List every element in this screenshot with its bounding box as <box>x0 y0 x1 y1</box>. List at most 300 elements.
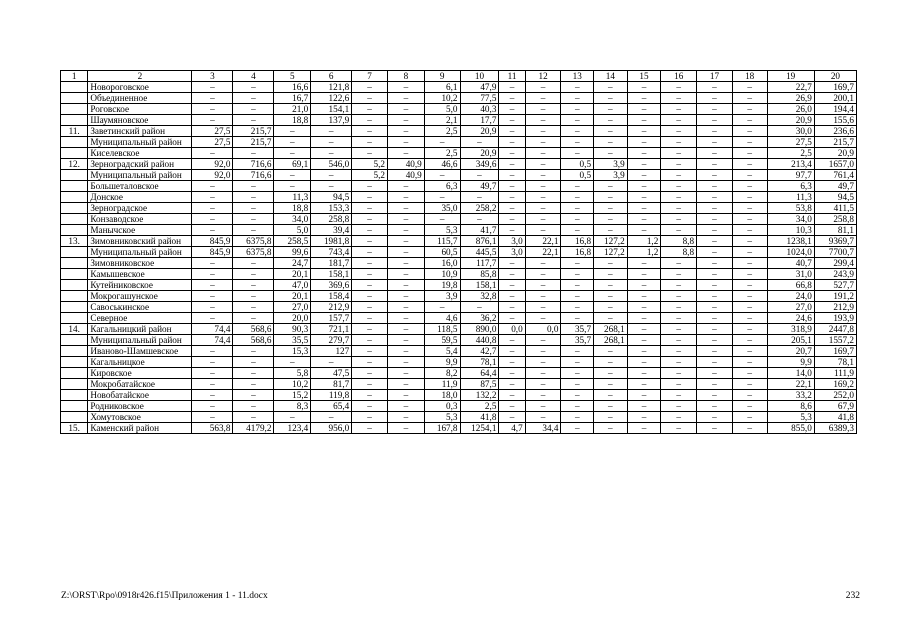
territory-name-cell: Зимовниковское <box>88 258 192 269</box>
value-cell: – <box>697 390 733 401</box>
value-cell: 6,3 <box>424 181 460 192</box>
value-cell: – <box>732 170 767 181</box>
territory-name-cell: Конзаводское <box>88 214 192 225</box>
value-cell: – <box>594 302 628 313</box>
value-cell: – <box>627 324 661 335</box>
value-cell: 15,3 <box>274 346 311 357</box>
value-cell: – <box>732 225 767 236</box>
value-cell: 563,8 <box>192 423 233 434</box>
value-cell: – <box>661 280 697 291</box>
value-cell: 568,6 <box>233 324 274 335</box>
value-cell: 24,7 <box>274 258 311 269</box>
value-cell: – <box>387 324 424 335</box>
value-cell: 17,7 <box>460 115 499 126</box>
value-cell: – <box>627 115 661 126</box>
value-cell: – <box>661 104 697 115</box>
value-cell: 94,5 <box>311 192 352 203</box>
value-cell: – <box>525 401 561 412</box>
table-row <box>61 192 857 203</box>
value-cell: – <box>525 379 561 390</box>
value-cell: 10,9 <box>424 269 460 280</box>
value-cell: – <box>311 357 352 368</box>
value-cell: – <box>661 269 697 280</box>
value-cell: 18,8 <box>274 203 311 214</box>
value-cell: – <box>352 258 388 269</box>
column-number-cell: 15 <box>627 71 661 82</box>
value-cell: – <box>594 412 628 423</box>
value-cell: 132,2 <box>460 390 499 401</box>
row-number-cell: 15. <box>61 423 88 434</box>
value-cell: – <box>192 313 233 324</box>
value-cell: – <box>525 390 561 401</box>
value-cell: 299,4 <box>814 258 856 269</box>
value-cell: – <box>627 93 661 104</box>
value-cell: 16,6 <box>274 82 311 93</box>
value-cell: – <box>661 214 697 225</box>
value-cell: – <box>561 93 594 104</box>
value-cell: – <box>627 291 661 302</box>
value-cell: – <box>233 412 274 423</box>
value-cell: – <box>594 269 628 280</box>
value-cell: – <box>387 401 424 412</box>
row-number-cell <box>61 313 88 324</box>
value-cell: 53,8 <box>767 203 814 214</box>
value-cell: – <box>424 302 460 313</box>
value-cell: – <box>233 379 274 390</box>
table-row <box>61 335 857 346</box>
row-number-cell <box>61 115 88 126</box>
value-cell: 78,1 <box>814 357 856 368</box>
value-cell: – <box>192 390 233 401</box>
value-cell: – <box>525 357 561 368</box>
value-cell: – <box>192 82 233 93</box>
value-cell: 16,0 <box>424 258 460 269</box>
value-cell: 24,0 <box>767 291 814 302</box>
value-cell: 169,7 <box>814 346 856 357</box>
row-number-cell <box>61 291 88 302</box>
value-cell: – <box>525 335 561 346</box>
value-cell: – <box>352 313 388 324</box>
value-cell: 2,5 <box>424 126 460 137</box>
value-cell: – <box>594 104 628 115</box>
value-cell: – <box>233 192 274 203</box>
value-cell: 6375,8 <box>233 247 274 258</box>
value-cell: – <box>697 115 733 126</box>
value-cell: – <box>499 412 525 423</box>
value-cell: – <box>561 313 594 324</box>
value-cell: – <box>661 225 697 236</box>
value-cell: 11,3 <box>274 192 311 203</box>
value-cell: – <box>561 214 594 225</box>
value-cell: – <box>387 225 424 236</box>
territory-name-cell: Кировское <box>88 368 192 379</box>
value-cell: – <box>192 357 233 368</box>
value-cell: 20,9 <box>767 115 814 126</box>
value-cell: 527,7 <box>814 280 856 291</box>
value-cell: – <box>192 203 233 214</box>
value-cell: 20,9 <box>460 148 499 159</box>
territory-name-cell: Муниципальный район <box>88 170 192 181</box>
value-cell: – <box>561 280 594 291</box>
value-cell: 9369,7 <box>814 236 856 247</box>
row-number-cell <box>61 269 88 280</box>
value-cell: – <box>594 137 628 148</box>
territory-name-cell: Донское <box>88 192 192 203</box>
value-cell: – <box>192 93 233 104</box>
value-cell: – <box>352 379 388 390</box>
value-cell: – <box>661 368 697 379</box>
value-cell: – <box>233 181 274 192</box>
value-cell: – <box>594 291 628 302</box>
column-number-cell: 13 <box>561 71 594 82</box>
value-cell: 74,4 <box>192 324 233 335</box>
value-cell: 47,5 <box>311 368 352 379</box>
value-cell: – <box>627 390 661 401</box>
value-cell: 81,1 <box>814 225 856 236</box>
value-cell: – <box>499 291 525 302</box>
value-cell: – <box>525 192 561 203</box>
value-cell: – <box>192 280 233 291</box>
value-cell: – <box>525 302 561 313</box>
territory-name-cell: Новороговское <box>88 82 192 93</box>
value-cell: 1657,0 <box>814 159 856 170</box>
value-cell: – <box>460 170 499 181</box>
value-cell: – <box>627 137 661 148</box>
value-cell: 20,1 <box>274 269 311 280</box>
territory-name-cell: Объединенное <box>88 93 192 104</box>
table-row <box>61 148 857 159</box>
row-number-cell <box>61 401 88 412</box>
value-cell: – <box>233 82 274 93</box>
value-cell: – <box>697 236 733 247</box>
value-cell: 411,5 <box>814 203 856 214</box>
value-cell: 5,8 <box>274 368 311 379</box>
territory-name-cell: Иваново-Шамшевское <box>88 346 192 357</box>
value-cell: 137,9 <box>311 115 352 126</box>
value-cell: 117,7 <box>460 258 499 269</box>
value-cell: – <box>594 390 628 401</box>
value-cell: 3,9 <box>594 170 628 181</box>
value-cell: – <box>499 390 525 401</box>
table-row <box>61 346 857 357</box>
value-cell: – <box>627 313 661 324</box>
value-cell: 215,7 <box>814 137 856 148</box>
value-cell: – <box>732 236 767 247</box>
column-number-cell: 3 <box>192 71 233 82</box>
value-cell: – <box>732 104 767 115</box>
value-cell: 193,9 <box>814 313 856 324</box>
value-cell: – <box>661 258 697 269</box>
value-cell: – <box>627 280 661 291</box>
row-number-cell <box>61 214 88 225</box>
value-cell: – <box>352 368 388 379</box>
value-cell: 743,4 <box>311 247 352 258</box>
table-row <box>61 203 857 214</box>
value-cell: 4179,2 <box>233 423 274 434</box>
value-cell: 5,3 <box>424 225 460 236</box>
value-cell: – <box>697 214 733 225</box>
column-number-cell: 8 <box>387 71 424 82</box>
table-row <box>61 126 857 137</box>
value-cell: – <box>697 104 733 115</box>
value-cell: – <box>594 93 628 104</box>
value-cell: – <box>525 170 561 181</box>
value-cell: – <box>387 368 424 379</box>
value-cell: – <box>192 368 233 379</box>
value-cell: 14,0 <box>767 368 814 379</box>
value-cell: 8,2 <box>424 368 460 379</box>
row-number-cell <box>61 203 88 214</box>
value-cell: – <box>233 225 274 236</box>
value-cell: – <box>192 302 233 313</box>
column-number-cell: 9 <box>424 71 460 82</box>
territory-name-cell: Мокробатайское <box>88 379 192 390</box>
value-cell: – <box>233 258 274 269</box>
value-cell: 22,1 <box>525 236 561 247</box>
value-cell: 90,3 <box>274 324 311 335</box>
table-row <box>61 379 857 390</box>
territory-name-cell: Муниципальный район <box>88 247 192 258</box>
value-cell: – <box>732 247 767 258</box>
value-cell: 69,1 <box>274 159 311 170</box>
value-cell: – <box>697 269 733 280</box>
value-cell: – <box>661 192 697 203</box>
value-cell: – <box>627 104 661 115</box>
value-cell: – <box>525 203 561 214</box>
row-number-cell <box>61 170 88 181</box>
value-cell: – <box>499 302 525 313</box>
value-cell: – <box>525 291 561 302</box>
value-cell: – <box>311 412 352 423</box>
value-cell: – <box>594 115 628 126</box>
value-cell: – <box>352 115 388 126</box>
value-cell: – <box>233 280 274 291</box>
territory-name-cell: Кутейниковское <box>88 280 192 291</box>
value-cell: 2447,8 <box>814 324 856 335</box>
value-cell: 74,4 <box>192 335 233 346</box>
value-cell: 158,1 <box>311 269 352 280</box>
value-cell: – <box>661 126 697 137</box>
value-cell: 4,7 <box>499 423 525 434</box>
territory-name-cell: Муниципальный район <box>88 137 192 148</box>
value-cell: – <box>561 225 594 236</box>
column-number-cell: 5 <box>274 71 311 82</box>
column-number-cell: 16 <box>661 71 697 82</box>
value-cell: – <box>661 291 697 302</box>
value-cell: – <box>525 280 561 291</box>
value-cell: 1254,1 <box>460 423 499 434</box>
value-cell: – <box>387 82 424 93</box>
value-cell: – <box>525 137 561 148</box>
row-number-cell <box>61 148 88 159</box>
value-cell: 845,9 <box>192 247 233 258</box>
value-cell: – <box>424 192 460 203</box>
value-cell: – <box>561 192 594 203</box>
row-number-cell <box>61 346 88 357</box>
value-cell: – <box>561 137 594 148</box>
table-row <box>61 225 857 236</box>
value-cell: – <box>732 148 767 159</box>
column-number-cell: 1 <box>61 71 88 82</box>
value-cell: – <box>387 192 424 203</box>
value-cell: – <box>499 313 525 324</box>
value-cell: – <box>499 357 525 368</box>
column-number-cell: 17 <box>697 71 733 82</box>
territory-name-cell: Савоськинское <box>88 302 192 313</box>
value-cell: – <box>499 280 525 291</box>
table-row <box>61 423 857 434</box>
value-cell: – <box>311 137 352 148</box>
value-cell: 8,8 <box>661 236 697 247</box>
value-cell: – <box>697 225 733 236</box>
value-cell: 8,3 <box>274 401 311 412</box>
value-cell: – <box>561 423 594 434</box>
value-cell: – <box>192 214 233 225</box>
value-cell: 20,9 <box>460 126 499 137</box>
value-cell: 6,3 <box>767 181 814 192</box>
value-cell: 41,8 <box>460 412 499 423</box>
value-cell: – <box>732 357 767 368</box>
table-row <box>61 236 857 247</box>
value-cell: 155,6 <box>814 115 856 126</box>
value-cell: 167,8 <box>424 423 460 434</box>
column-number-cell: 10 <box>460 71 499 82</box>
value-cell: – <box>697 313 733 324</box>
row-number-cell <box>61 357 88 368</box>
value-cell: – <box>594 423 628 434</box>
value-cell: – <box>352 401 388 412</box>
value-cell: – <box>499 93 525 104</box>
value-cell: – <box>192 258 233 269</box>
value-cell: – <box>525 93 561 104</box>
value-cell: 30,0 <box>767 126 814 137</box>
value-cell: 92,0 <box>192 159 233 170</box>
value-cell: – <box>352 181 388 192</box>
value-cell: – <box>697 357 733 368</box>
value-cell: – <box>697 181 733 192</box>
value-cell: – <box>627 423 661 434</box>
value-cell: – <box>594 346 628 357</box>
value-cell: 9,9 <box>767 357 814 368</box>
value-cell: 34,0 <box>274 214 311 225</box>
table-row <box>61 247 857 258</box>
value-cell: – <box>352 269 388 280</box>
value-cell: 27,5 <box>192 126 233 137</box>
value-cell: – <box>233 291 274 302</box>
value-cell: 876,1 <box>460 236 499 247</box>
value-cell: – <box>627 159 661 170</box>
row-number-cell <box>61 104 88 115</box>
value-cell: – <box>697 379 733 390</box>
value-cell: – <box>697 247 733 258</box>
territory-name-cell: Каменский район <box>88 423 192 434</box>
table-row <box>61 104 857 115</box>
value-cell: – <box>352 192 388 203</box>
value-cell: – <box>594 203 628 214</box>
value-cell: – <box>499 148 525 159</box>
value-cell: 34,4 <box>525 423 561 434</box>
value-cell: 0,5 <box>561 170 594 181</box>
territory-name-cell: Зерноградский район <box>88 159 192 170</box>
value-cell: – <box>594 214 628 225</box>
value-cell: – <box>732 137 767 148</box>
value-cell: 213,4 <box>767 159 814 170</box>
table-row <box>61 159 857 170</box>
value-cell: – <box>594 225 628 236</box>
value-cell: 258,2 <box>460 203 499 214</box>
value-cell: 31,0 <box>767 269 814 280</box>
value-cell: – <box>561 269 594 280</box>
value-cell: 158,1 <box>460 280 499 291</box>
table-row <box>61 181 857 192</box>
territory-name-cell: Большеталовское <box>88 181 192 192</box>
value-cell: – <box>525 159 561 170</box>
value-cell: – <box>697 291 733 302</box>
value-cell: 956,0 <box>311 423 352 434</box>
value-cell: – <box>627 335 661 346</box>
value-cell: 16,8 <box>561 247 594 258</box>
value-cell: – <box>424 170 460 181</box>
value-cell: – <box>192 379 233 390</box>
value-cell: – <box>627 148 661 159</box>
value-cell: 205,1 <box>767 335 814 346</box>
value-cell: 440,8 <box>460 335 499 346</box>
column-number-cell: 12 <box>525 71 561 82</box>
value-cell: 20,1 <box>274 291 311 302</box>
value-cell: 81,7 <box>311 379 352 390</box>
territory-name-cell: Кагальницкий район <box>88 324 192 335</box>
value-cell: – <box>352 346 388 357</box>
value-cell: – <box>499 192 525 203</box>
value-cell: – <box>525 258 561 269</box>
value-cell: – <box>627 170 661 181</box>
value-cell: – <box>311 148 352 159</box>
value-cell: – <box>627 401 661 412</box>
value-cell: – <box>525 412 561 423</box>
value-cell: 10,3 <box>767 225 814 236</box>
territory-name-cell: Киселевское <box>88 148 192 159</box>
value-cell: – <box>387 379 424 390</box>
value-cell: 3,0 <box>499 236 525 247</box>
value-cell: – <box>460 302 499 313</box>
value-cell: 34,0 <box>767 214 814 225</box>
value-cell: 169,2 <box>814 379 856 390</box>
value-cell: – <box>661 137 697 148</box>
value-cell: – <box>732 368 767 379</box>
value-cell: – <box>499 269 525 280</box>
value-cell: 716,6 <box>233 170 274 181</box>
value-cell: – <box>561 181 594 192</box>
value-cell: 26,9 <box>767 93 814 104</box>
value-cell: 21,0 <box>274 104 311 115</box>
value-cell: – <box>561 126 594 137</box>
value-cell: – <box>233 104 274 115</box>
value-cell: – <box>697 302 733 313</box>
value-cell: – <box>274 137 311 148</box>
value-cell: 158,4 <box>311 291 352 302</box>
page-number: 232 <box>845 591 860 601</box>
territory-name-cell: Хомутовское <box>88 412 192 423</box>
value-cell: – <box>627 346 661 357</box>
value-cell: 761,4 <box>814 170 856 181</box>
value-cell: – <box>311 181 352 192</box>
table-row <box>61 269 857 280</box>
value-cell: – <box>661 313 697 324</box>
value-cell: 258,5 <box>274 236 311 247</box>
value-cell: – <box>192 225 233 236</box>
value-cell: – <box>594 379 628 390</box>
value-cell: 92,0 <box>192 170 233 181</box>
